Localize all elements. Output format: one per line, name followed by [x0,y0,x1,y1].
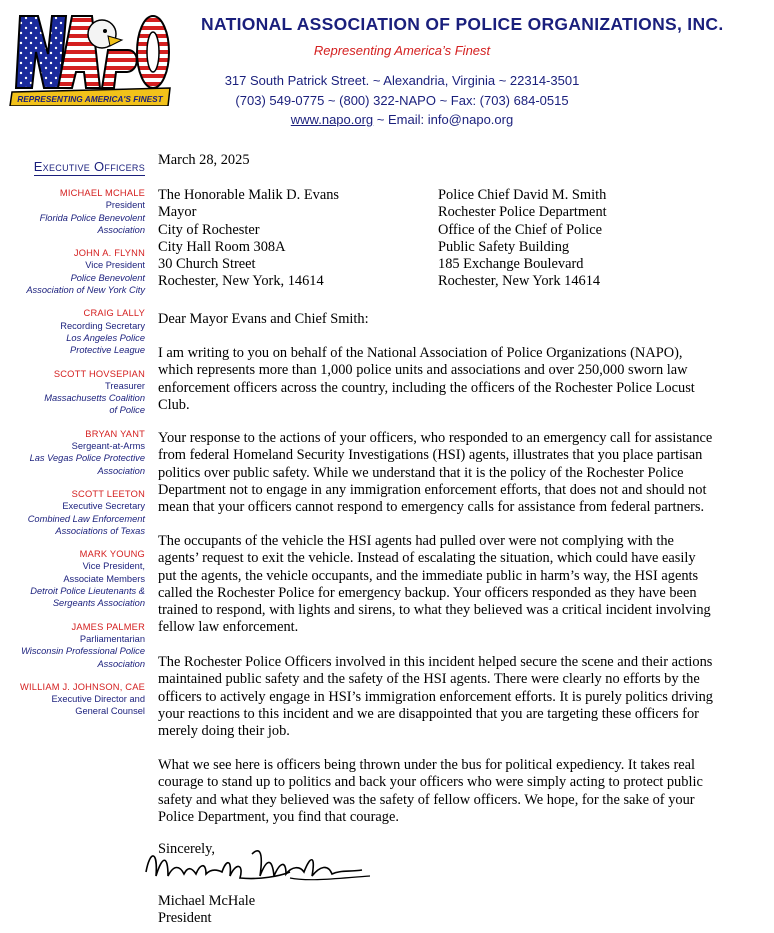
officer-affiliation: Florida Police Benevolent [39,212,145,223]
officer-affiliation: Associations of Texas [55,525,145,536]
text-line: Department not to engage in any immigration enforcement efforts, that does not and should not [158,481,707,498]
officer-entry [0,681,145,718]
signer-title: President [158,910,212,926]
officer-entry [0,368,145,417]
logo-banner-text: REPRESENTING AMERICA'S FINEST [17,94,163,104]
officer-affiliation: Las Vegas Police Protective [29,453,145,464]
text-line: Rochester, New York, 14614 [158,273,324,290]
officer-list [0,187,145,718]
text-line: called the Rochester Police for emergency backup. Your officers responded as they have been [158,584,697,601]
officer-name: SCOTT LEETON [71,488,145,499]
officer-name: JOHN A. FLYNN [73,248,145,259]
officer-affiliation: Association [97,224,145,235]
recipient-mayor [158,187,339,291]
text-line: The occupants of the vehicle the HSI agents had pulled over were not complying with the [158,533,674,549]
text-line: Police Department, you find that courage. [158,808,399,825]
officer-entry [0,548,145,609]
text-line: Office of the Chief of Police [438,221,602,238]
officer-entry [0,247,145,296]
text-line: Public Safety Building [438,238,570,255]
text-line: agents’ request to exit the vehicle. Instead of escalating the situation, which could have easily [158,550,696,567]
salutation: Dear Mayor Evans and Chief Smith: [158,311,369,327]
text-line: City of Rochester [158,221,260,238]
officer-affiliation: of Police [109,405,145,416]
sidebar-title: Executive Officers [33,159,145,174]
officer-title: Sergeant-at-Arms [71,441,145,452]
officer-title: Associate Members [63,573,145,584]
officer-name: MARK YOUNG [79,549,145,560]
text-line: Police Chief David M. Smith [438,187,607,203]
tagline: Representing America’s Finest [313,43,491,58]
address-phones: (703) 549-0775 ~ (800) 322-NAPO ~ Fax: (703) 684-0515 [235,93,569,108]
text-line: politics over public safety. While we understand that it is the policy of the Rochester Police [158,464,684,481]
officer-entry [0,428,145,477]
officer-title: General Counsel [75,706,145,717]
officer-name: MICHAEL MCHALE [59,188,145,198]
address-web-email [0,112,774,127]
officer-title: Recording Secretary [60,320,145,331]
paragraph [158,533,763,637]
officer-title: Vice President, [82,561,145,572]
text-line: The Rochester Police Officers involved in this incident helped secure the scene and their actions [158,654,713,670]
paragraph [158,345,763,414]
organization-name: NATIONAL ASSOCIATION OF POLICE ORGANIZATIONS, INC. [201,14,724,34]
text-line: safety and what they believed was the safety of fellow officers. We hope, for the sake of your [158,791,695,808]
officer-name: WILLIAM J. JOHNSON, CAE [20,681,145,692]
text-line: Rochester, New York 14614 [438,273,601,290]
officer-affiliation: Police Benevolent [70,272,145,283]
officer-title: President [105,200,145,211]
officer-affiliation: Association [97,658,145,669]
officer-title: Vice President [85,260,145,271]
officer-affiliation: Association of New York City [26,285,145,296]
text-line: officers to actively engage in HSI’s immigration enforcement efforts. It is purely politics driving [158,688,713,705]
text-line: City Hall Room 308A [158,238,286,255]
officer-title: Parliamentarian [79,633,145,644]
officer-name: BRYAN YANT [85,428,145,439]
text-line: What we see here is officers being thrown under the bus for political expediency. It takes real [158,757,696,773]
officer-affiliation: Detroit Police Lieutenants & [30,586,145,597]
officer-entry [0,488,145,537]
text-line: merely doing their job. [158,723,290,740]
closing: Sincerely, [158,841,216,857]
officer-entry [0,307,145,356]
text-line: from federal Homeland Security Investigations (HSI) agents, illustrates that you place partisan [158,447,703,464]
text-line: 185 Exchange Boulevard [438,256,584,273]
text-line: fellow law enforcement. [158,619,299,636]
text-line: Your response to the actions of your officers, who responded to an emergency call for assistance [158,430,713,446]
officer-affiliation: Association [97,465,145,476]
signer-name: Michael McHale [158,893,256,909]
text-line: Mayor [158,204,197,221]
officer-name: SCOTT HOVSEPIAN [53,368,145,379]
napo-logo [8,10,174,106]
text-line: mean that your officers cannot respond to emergency calls for assistance from federal partners. [158,499,705,516]
text-line: I am writing to you on behalf of the National Association of Police Organizations (NAPO), [158,345,683,361]
officer-affiliation: Combined Law Enforcement [27,513,145,524]
text-line: maintained public safety and the safety of the HSI agents. There were clearly no efforts by the [158,671,700,688]
officer-affiliation: Protective League [70,345,145,356]
officer-entry [0,187,145,236]
text-line: Club. [158,396,190,413]
address-street: 317 South Patrick Street. ~ Alexandria, Virginia ~ 22314-3501 [224,73,580,88]
officer-affiliation: Massachusetts Coalition [44,393,145,404]
text-line: courage to stand up to politics and back your officers who were simply acting to protect public [158,774,703,791]
text-line: which represents more than 1,000 police units and associations and over 250,000 sworn law [158,362,688,379]
officer-title: Executive Director and [51,694,145,705]
text-line: The Honorable Malik D. Evans [158,187,340,203]
paragraph [158,757,763,826]
officer-affiliation: Sergeants Association [52,598,145,609]
officer-name: JAMES PALMER [71,621,145,632]
paragraph [158,654,763,740]
text-line: your reactions to this incident and we are disappointed that you are targeting these officers for [158,705,699,722]
recipient-police-chief [438,187,607,291]
paragraph [158,430,763,516]
executive-officers-sidebar [0,158,145,718]
email-text: ~ Email: info@napo.org [373,112,514,127]
website-link[interactable]: www.napo.org [290,112,374,127]
text-line: put the agents, the vehicle occupants, and the immediate public in harm’s way, the HSI agents [158,567,699,584]
signature [140,842,380,892]
text-line: 30 Church Street [158,256,256,273]
officer-title: Executive Secretary [62,501,145,512]
text-line: trained to respond, with lights and sirens, to what they believed was a critical incident involving [158,602,711,619]
officer-affiliation: Los Angeles Police [66,332,145,343]
officer-title: Treasurer [105,380,145,391]
letter-date: March 28, 2025 [158,152,250,168]
text-line: Rochester Police Department [438,204,607,221]
text-line: enforcement officers across the country, including the officers of the Rochester Police Locust [158,379,695,396]
officer-entry [0,621,145,670]
officer-affiliation: Wisconsin Professional Police [21,646,145,657]
officer-name: CRAIG LALLY [83,308,145,319]
